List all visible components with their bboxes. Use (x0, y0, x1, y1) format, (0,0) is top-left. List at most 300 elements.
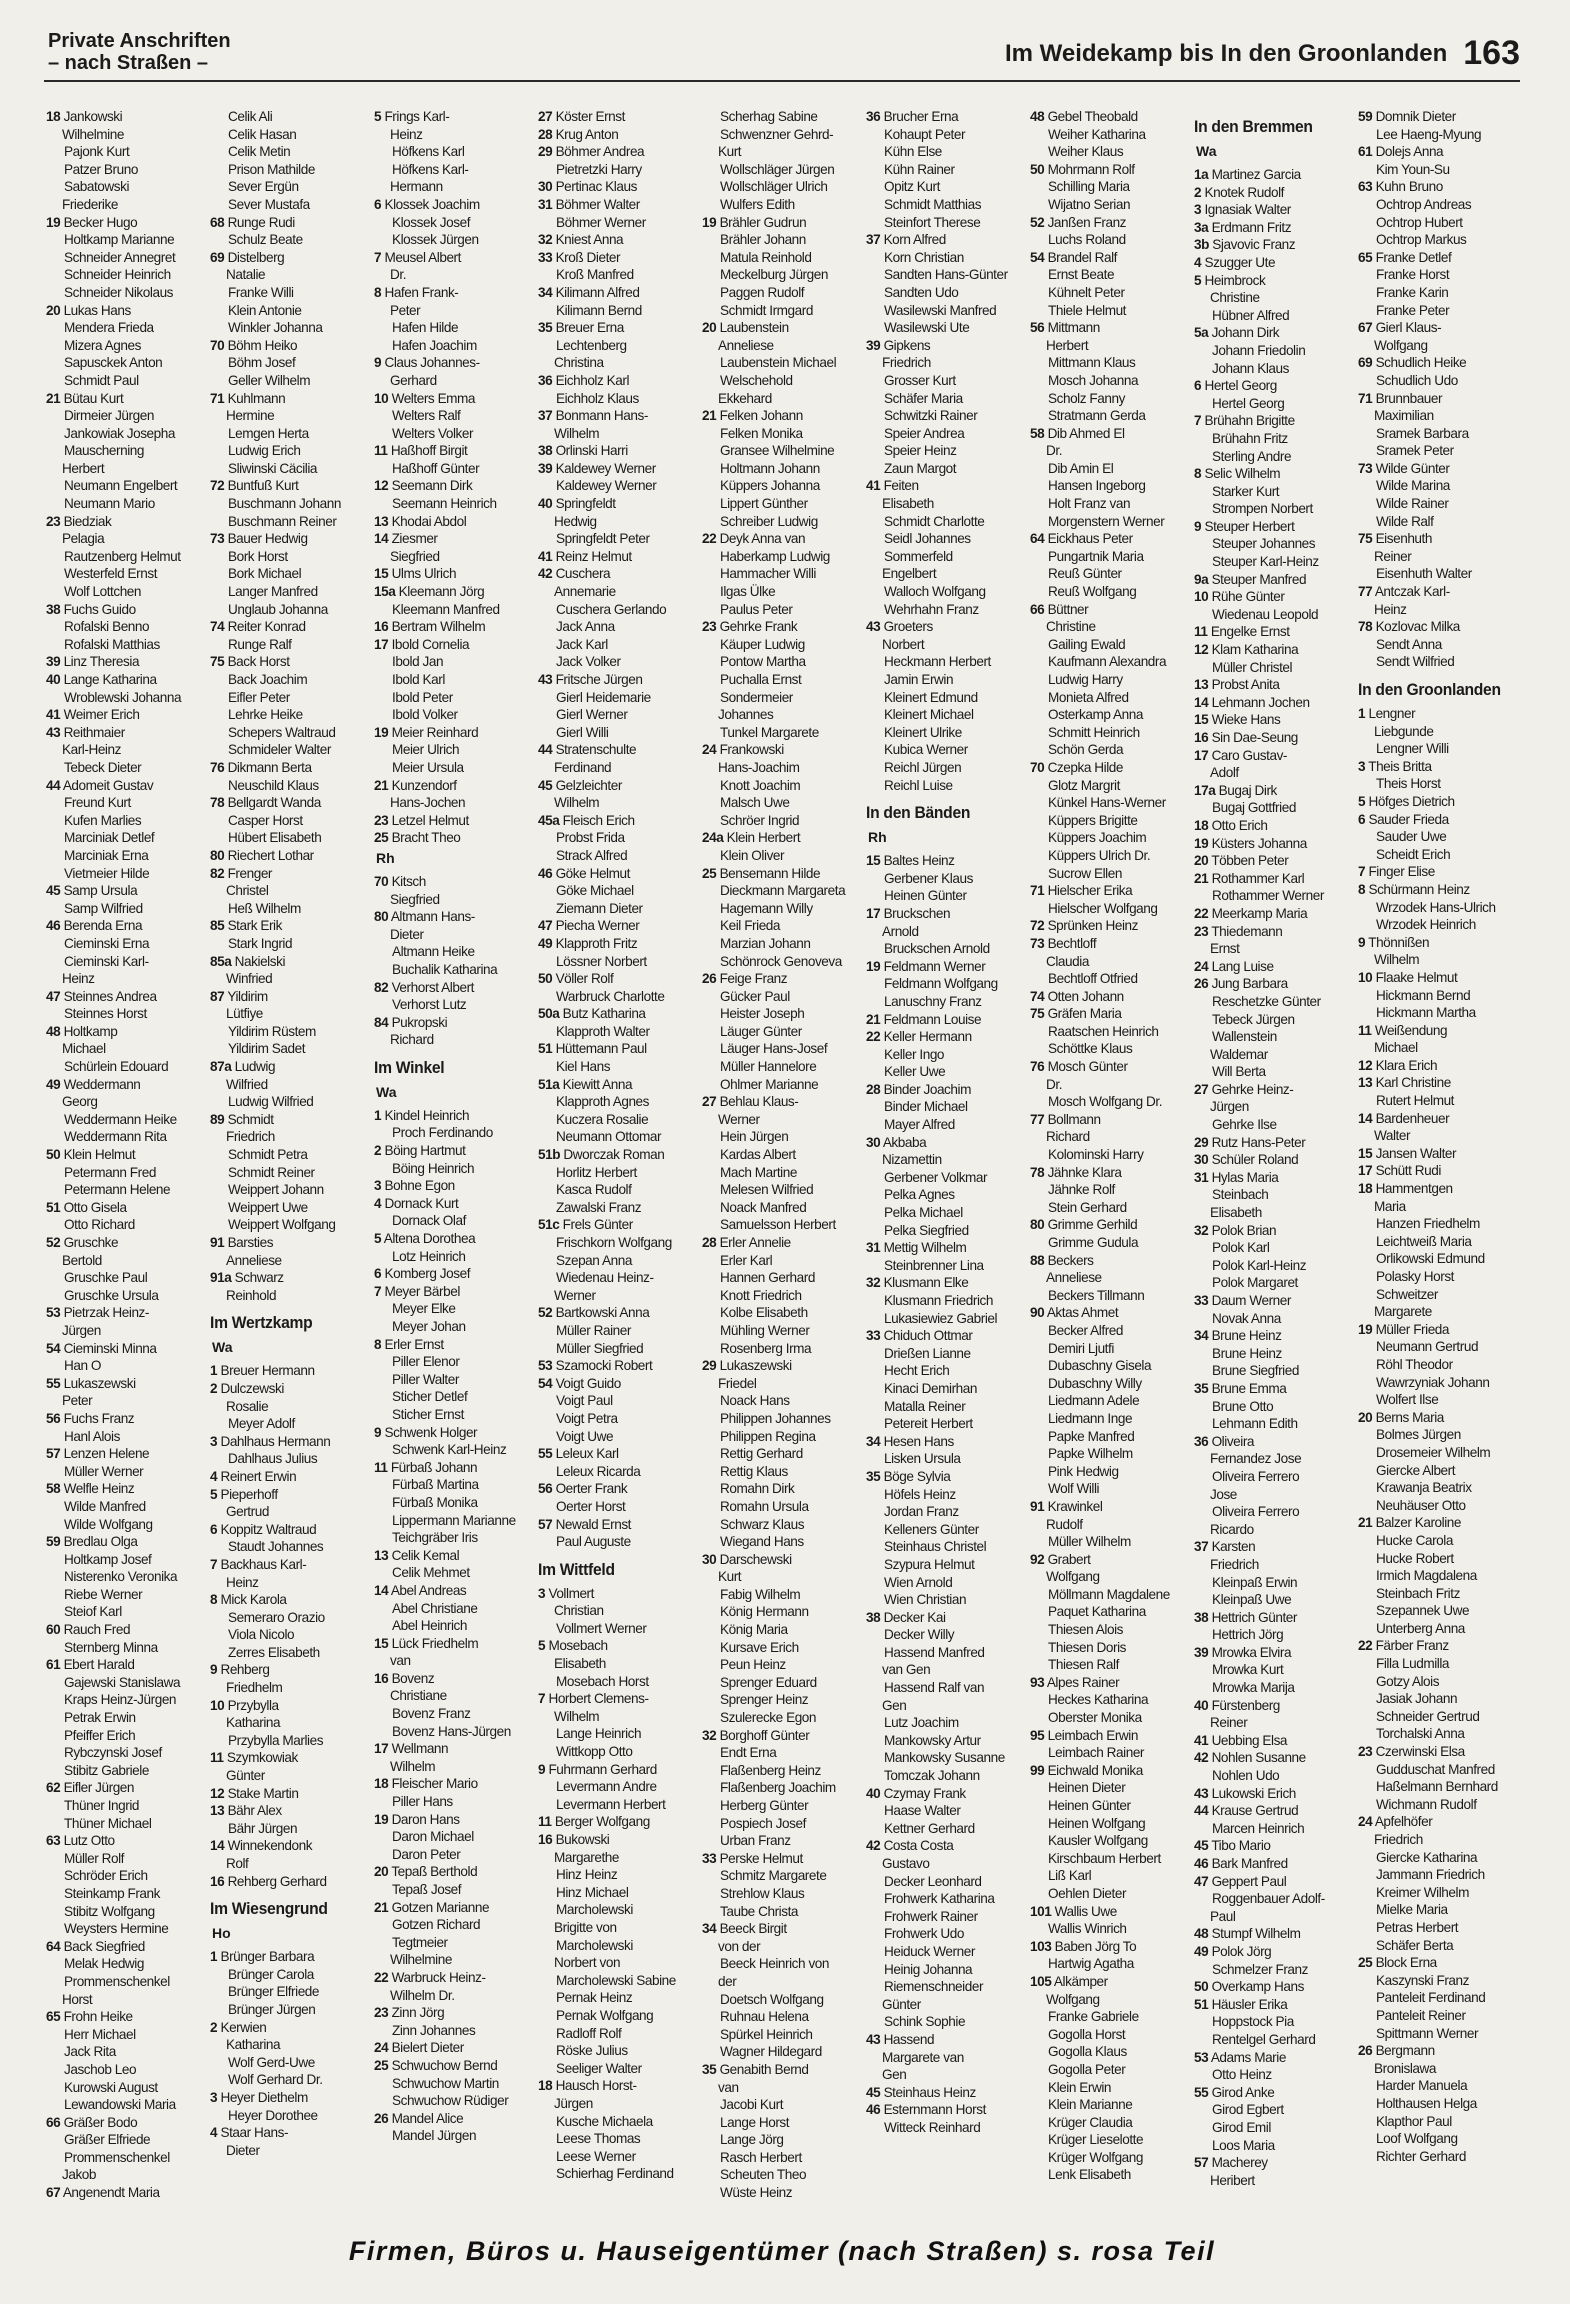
resident-name: Kohaupt Peter (884, 126, 966, 142)
resident-name: Noack Hans (720, 1393, 790, 1409)
house-number: 51 (538, 1041, 553, 1057)
resident-entry (1030, 689, 1189, 707)
resident-name: Bork Michael (228, 566, 302, 582)
house-number: 17 (374, 1741, 389, 1757)
resident-entry (1358, 1198, 1517, 1216)
resident-name: Steinbach (1212, 1187, 1269, 1203)
resident-name: Schneider Gertrud (1376, 1708, 1480, 1724)
resident-name: Kasca Rudolf (556, 1182, 632, 1198)
resident-name: Fürstenberg (1211, 1697, 1280, 1713)
resident-name: Dr. (390, 267, 407, 283)
house-number: 21 (46, 390, 61, 406)
resident-name: Buschmann Johann (228, 496, 341, 512)
resident-name: Lukaszewski (719, 1358, 792, 1374)
resident-name: Hanzen Friedhelm (1376, 1216, 1480, 1232)
resident-name: Höfels Heinz (884, 1486, 956, 1502)
resident-name: Müller Christel (1212, 659, 1293, 675)
resident-name: Marcen Heinrich (1212, 1820, 1305, 1836)
resident-entry (210, 618, 369, 636)
resident-name: Pelagia (62, 531, 105, 547)
resident-entry (538, 425, 697, 443)
resident-entry (210, 1591, 369, 1609)
house-number: 17 (1358, 1163, 1373, 1179)
resident-name: Probst Anita (1211, 677, 1280, 693)
house-number: 43 (866, 2031, 881, 2047)
resident-entry (46, 1885, 205, 1903)
resident-entry (702, 1146, 861, 1164)
resident-entry (1358, 1092, 1517, 1110)
resident-name: Kinaci Demirhan (884, 1380, 977, 1396)
resident-name: Göke Michael (556, 883, 634, 899)
resident-entry (538, 196, 697, 214)
resident-entry (538, 2060, 697, 2078)
resident-entry (866, 390, 1025, 408)
resident-name: Gehrke Frank (719, 619, 798, 635)
house-number: 54 (46, 1340, 61, 1356)
resident-name: Weiher Katharina (1048, 126, 1146, 142)
resident-name: Korn Christian (884, 249, 964, 265)
resident-name: Bruckschen Arnold (884, 941, 990, 957)
resident-name: Fuchs Guido (63, 601, 136, 617)
house-number: 31 (538, 196, 553, 212)
resident-entry (46, 865, 205, 883)
resident-entry (866, 1714, 1025, 1732)
resident-name: Petereit Herbert (884, 1416, 973, 1432)
house-number: 41 (866, 478, 881, 494)
resident-name: Buschmann Reiner (228, 513, 337, 529)
house-number: 18 (1194, 817, 1209, 833)
resident-name: Ochtrop Hubert (1376, 214, 1463, 230)
resident-entry (210, 1398, 369, 1416)
house-number: 7 (1194, 413, 1202, 429)
resident-entry (46, 231, 205, 249)
resident-entry (210, 530, 369, 548)
resident-entry (1030, 724, 1189, 742)
resident-entry (866, 1732, 1025, 1750)
resident-entry (1358, 161, 1517, 179)
house-number: 45 (538, 777, 553, 793)
house-number: 52 (1030, 214, 1045, 230)
resident-name: Friedrich (1210, 1556, 1259, 1572)
resident-entry (1194, 1609, 1353, 1627)
resident-entry (866, 1978, 1025, 1996)
resident-name: Steinfort Therese (884, 214, 981, 230)
resident-name: Kirschbaum Herbert (1048, 1850, 1161, 1866)
resident-entry (210, 2142, 369, 2160)
resident-entry (1358, 1110, 1517, 1128)
resident-entry (374, 1987, 533, 2005)
resident-name: Torchalski Anna (1376, 1726, 1465, 1742)
resident-name: Schmidt Charlotte (884, 513, 985, 529)
house-number: 19 (702, 214, 717, 230)
resident-entry (374, 812, 533, 830)
resident-entry (1194, 1591, 1353, 1609)
resident-entry (866, 284, 1025, 302)
resident-entry (702, 1762, 861, 1780)
resident-name: Darschewski (719, 1551, 792, 1567)
resident-entry (1358, 1479, 1517, 1497)
resident-entry (1358, 513, 1517, 531)
house-number: 16 (1194, 730, 1209, 745)
resident-name: Schütt Rudi (1375, 1163, 1441, 1179)
resident-name: Steinnes Horst (64, 1006, 147, 1022)
house-number: 52 (538, 1305, 553, 1321)
resident-name: Proch Ferdinando (392, 1125, 493, 1141)
resident-entry (538, 1023, 697, 1041)
house-number: 99 (1030, 1762, 1045, 1778)
resident-name: Krawanja Beatrix (1376, 1480, 1472, 1496)
resident-entry (1194, 835, 1353, 853)
house-number: 23 (374, 812, 389, 828)
resident-name: Welfle Heinz (63, 1481, 135, 1497)
resident-entry (866, 1591, 1025, 1609)
resident-name: Mizera Agnes (64, 337, 141, 353)
house-number: 23 (374, 2005, 389, 2021)
resident-name: Thiedemann (1211, 923, 1283, 939)
resident-name: Eisenhuth (1375, 531, 1432, 547)
resident-entry (1358, 1338, 1517, 1356)
resident-name: Wolfgang (1374, 337, 1428, 353)
resident-name: Müller Rolf (64, 1850, 125, 1866)
resident-name: Mayer Alfred (884, 1117, 955, 1133)
resident-entry (210, 442, 369, 460)
resident-entry (538, 249, 697, 267)
resident-entry (1358, 477, 1517, 495)
resident-name: Ernst (1210, 941, 1240, 957)
resident-entry (866, 1046, 1025, 1064)
resident-entry (374, 2127, 533, 2145)
resident-name: Groeters (883, 619, 933, 635)
resident-name: Siegfried (390, 548, 440, 564)
resident-entry (46, 266, 205, 284)
house-number: 5 (1358, 793, 1366, 809)
resident-name: Yildirim Rüstem (228, 1023, 316, 1039)
resident-entry (538, 1725, 697, 1743)
resident-name: Meyer Adolf (228, 1416, 295, 1432)
resident-name: Heribert (1210, 2172, 1255, 2188)
resident-name: Polasky Horst (1376, 1269, 1455, 1284)
resident-entry (866, 1362, 1025, 1380)
resident-entry (1194, 184, 1353, 202)
resident-entry (1358, 2148, 1517, 2166)
resident-name: Przybylla Marlies (228, 1732, 324, 1748)
resident-entry (46, 900, 205, 918)
resident-entry (702, 1797, 861, 1815)
house-number: 18 (374, 1776, 389, 1792)
resident-entry (1358, 583, 1517, 601)
resident-entry (1194, 1679, 1353, 1697)
resident-entry (1030, 1551, 1189, 1569)
resident-name: Ibold Peter (392, 689, 453, 705)
resident-name: Adolf (1210, 765, 1239, 781)
house-number: 74 (210, 619, 225, 635)
resident-name: Pontow Martha (720, 654, 806, 670)
resident-entry (1358, 636, 1517, 654)
resident-entry (1030, 302, 1189, 320)
resident-entry (866, 2031, 1025, 2049)
resident-entry (46, 706, 205, 724)
resident-name: Reinz Helmut (555, 548, 632, 564)
resident-entry (1194, 1943, 1353, 1961)
resident-entry (1030, 741, 1189, 759)
street-heading: In den Bänden (866, 803, 971, 823)
resident-entry (538, 1357, 697, 1375)
resident-name: Holt Franz van (1048, 496, 1131, 512)
house-number: 12 (1194, 642, 1209, 658)
resident-entry (538, 319, 697, 337)
resident-entry (1030, 513, 1189, 531)
house-number: 39 (866, 337, 881, 353)
resident-entry (538, 601, 697, 619)
resident-name: Pajonk Kurt (64, 144, 130, 160)
resident-name: Schwenk Holger (384, 1424, 478, 1440)
resident-name: Schmitt Heinrich (1048, 724, 1140, 740)
resident-entry (538, 1304, 697, 1322)
resident-entry (1194, 535, 1353, 553)
resident-name: Hertel Georg (1204, 378, 1277, 394)
resident-entry (46, 477, 205, 495)
resident-entry (210, 1732, 369, 1750)
resident-entry (210, 1040, 369, 1058)
resident-name: Girod Egbert (1212, 2102, 1284, 2118)
resident-entry (210, 1767, 369, 1785)
resident-name: Celik Kemal (391, 1547, 460, 1563)
house-number: 29 (1194, 1134, 1209, 1150)
house-number: 6 (1194, 378, 1202, 394)
house-number: 20 (702, 320, 717, 336)
resident-entry (210, 1749, 369, 1767)
section-title-line1: Private Anschriften (48, 30, 231, 52)
resident-entry (1030, 460, 1189, 478)
resident-name: Gehrke Heinz- (1211, 1081, 1294, 1097)
resident-name: Kleinpaß Erwin (1212, 1574, 1298, 1590)
resident-entry (702, 442, 861, 460)
resident-name: Zaun Margot (884, 460, 957, 476)
resident-name: Bellgardt Wanda (227, 795, 321, 811)
resident-name: Polok Karl-Heinz (1212, 1257, 1307, 1273)
resident-name: Weißendung (1374, 1022, 1448, 1038)
resident-entry (538, 1796, 697, 1814)
resident-name: Weippert Johann (228, 1182, 324, 1198)
house-number: 46 (46, 918, 61, 934)
resident-name: Mittmann (1047, 320, 1100, 336)
resident-name: Pietretzki Harry (556, 161, 642, 177)
resident-entry (1030, 1445, 1189, 1463)
resident-entry (702, 1040, 861, 1058)
resident-name: Krüger Claudia (1048, 2114, 1133, 2130)
resident-entry (538, 126, 697, 144)
house-number: 13 (374, 1547, 389, 1563)
resident-entry (1194, 2137, 1353, 2155)
house-number: 78 (210, 795, 225, 811)
resident-entry (46, 1955, 205, 1973)
house-number: 78 (1030, 1164, 1045, 1180)
resident-name: Philippen Johannes (720, 1410, 831, 1426)
resident-name: Reichl Luise (884, 777, 953, 793)
resident-name: Fuchs Franz (63, 1410, 135, 1426)
house-number: 38 (866, 1609, 881, 1625)
resident-entry (1194, 782, 1353, 800)
resident-entry (46, 1005, 205, 1023)
resident-name: Christian (554, 1603, 604, 1619)
resident-entry (702, 1955, 861, 1973)
house-number: 44 (538, 742, 553, 758)
house-number: 20 (1194, 853, 1209, 869)
resident-name: Brünger Jürgen (228, 2001, 316, 2017)
resident-name: Kubica Werner (884, 742, 968, 758)
resident-entry (866, 1098, 1025, 1116)
resident-entry (1030, 618, 1189, 636)
resident-entry (866, 1749, 1025, 1767)
resident-entry (702, 477, 861, 495)
resident-name: Staar Hans- (220, 2125, 289, 2141)
resident-name: Pungartnik Maria (1048, 548, 1144, 564)
resident-entry (866, 1538, 1025, 1556)
house-number: 20 (374, 1864, 389, 1880)
resident-entry (374, 873, 533, 891)
house-number: 3 (374, 1178, 382, 1194)
house-number: 11 (1358, 1022, 1372, 1038)
resident-name: Mosch Johanna (1048, 372, 1139, 388)
resident-entry (538, 1620, 697, 1638)
resident-entry (46, 249, 205, 267)
resident-name: Lemgen Herta (228, 425, 309, 441)
resident-entry (1194, 1433, 1353, 1451)
resident-name: Ziesmer (391, 531, 438, 547)
resident-entry (702, 513, 861, 531)
resident-name: Schäfer Berta (1376, 1937, 1454, 1953)
house-number: 30 (866, 1134, 881, 1150)
resident-name: Giercke Albert (1376, 1462, 1456, 1478)
resident-name: Will Berta (1212, 1064, 1266, 1080)
resident-entry (374, 372, 533, 390)
house-number: 18 (1358, 1181, 1373, 1197)
resident-entry (1030, 354, 1189, 372)
resident-entry (866, 1151, 1025, 1169)
resident-name: Thiesen Ralf (1048, 1657, 1119, 1673)
resident-entry (1358, 2095, 1517, 2113)
resident-entry (538, 284, 697, 302)
resident-name: Raatschen Heinrich (1048, 1023, 1159, 1039)
house-number: 22 (1194, 905, 1209, 921)
resident-name: Höfkens Karl- (392, 161, 469, 177)
resident-name: Hansen Ingeborg (1048, 478, 1146, 494)
resident-name: Bartkowski Anna (555, 1305, 650, 1321)
resident-entry (1194, 729, 1353, 747)
resident-entry (538, 1989, 697, 2007)
resident-entry (1030, 495, 1189, 513)
resident-entry (866, 442, 1025, 460)
resident-entry (1358, 1532, 1517, 1550)
resident-name: Günter (226, 1768, 265, 1784)
resident-name: Ruhnau Helena (720, 2009, 809, 2025)
resident-entry (1194, 1028, 1353, 1046)
resident-entry (374, 407, 533, 425)
house-number: 55 (1194, 2084, 1209, 2100)
resident-entry (1194, 1767, 1353, 1785)
house-number: 1 (210, 1363, 218, 1379)
house-number: 24 (374, 2040, 389, 2056)
resident-name: Glotz Margrit (1048, 777, 1120, 793)
resident-entry (538, 1761, 697, 1779)
resident-name: Balzer Karoline (1375, 1515, 1461, 1531)
resident-name: Tomczak Johann (884, 1768, 980, 1784)
resident-name: König Hermann (720, 1604, 809, 1620)
resident-entry (210, 548, 369, 566)
resident-name: Bauer Hedwig (227, 531, 308, 547)
resident-name: Luchs Roland (1048, 232, 1126, 248)
resident-name: Haase Walter (884, 1803, 961, 1819)
resident-entry (1358, 846, 1517, 864)
resident-entry (1194, 2049, 1353, 2067)
resident-name: Cieminski Erna (64, 935, 150, 951)
resident-name: Kühn Else (884, 144, 942, 160)
resident-name: Bruckschen (883, 905, 951, 921)
resident-name: Pelka Michael (884, 1205, 963, 1221)
resident-entry (210, 1574, 369, 1592)
resident-name: Gierl Heidemarie (556, 689, 651, 705)
resident-entry (1194, 500, 1353, 518)
resident-entry (1358, 1813, 1517, 1831)
resident-entry (1030, 1674, 1189, 1692)
resident-name: Beeck Heinrich von (720, 1956, 830, 1972)
resident-entry (1030, 319, 1189, 337)
house-number: 73 (210, 531, 225, 547)
resident-name: Ernst Beate (1048, 267, 1115, 283)
resident-entry (1194, 1362, 1353, 1380)
house-number: 3b (1194, 237, 1209, 253)
resident-entry (1358, 354, 1517, 372)
resident-entry (1194, 1626, 1353, 1644)
resident-entry (702, 1304, 861, 1322)
resident-name: Stumpf Wilhelm (1211, 1926, 1301, 1942)
resident-entry (1030, 970, 1189, 988)
resident-name: Jähnke Klara (1047, 1164, 1122, 1180)
resident-entry (1194, 2066, 1353, 2084)
resident-name: Pukropski (391, 1014, 448, 1030)
resident-name: Bugaj Gottfried (1212, 800, 1296, 816)
resident-name: Petras Herbert (1376, 1919, 1459, 1935)
resident-name: Herbert (1046, 337, 1089, 353)
resident-entry (1194, 1222, 1353, 1240)
resident-entry (702, 1973, 861, 1991)
resident-name: Sticher Detlef (392, 1389, 468, 1405)
resident-name: Wolfgang (1046, 1569, 1100, 1585)
house-number: 1 (210, 1949, 218, 1965)
resident-entry (374, 601, 533, 619)
resident-name: Hagemann Willy (720, 900, 813, 916)
resident-name: Ilgas Ülke (720, 584, 776, 600)
house-number: 33 (702, 1850, 717, 1866)
resident-entry (46, 1269, 205, 1287)
resident-name: Reichl Jürgen (884, 759, 962, 775)
resident-name: Keller Uwe (884, 1064, 946, 1080)
resident-entry (1358, 126, 1517, 144)
resident-entry (374, 1793, 533, 1811)
resident-entry (1358, 1743, 1517, 1761)
resident-name: Strack Alfred (556, 847, 628, 863)
resident-entry (866, 1943, 1025, 1961)
resident-entry (46, 1744, 205, 1762)
house-number: 66 (46, 2114, 61, 2130)
resident-name: Kuhn Bruno (1375, 179, 1443, 195)
resident-entry (538, 1164, 697, 1182)
house-number: 15a (374, 584, 396, 600)
resident-name: Krug Anton (555, 126, 619, 142)
resident-name: Wilde Marina (1376, 478, 1450, 494)
resident-entry (866, 1503, 1025, 1521)
house-number: 19 (866, 958, 881, 974)
